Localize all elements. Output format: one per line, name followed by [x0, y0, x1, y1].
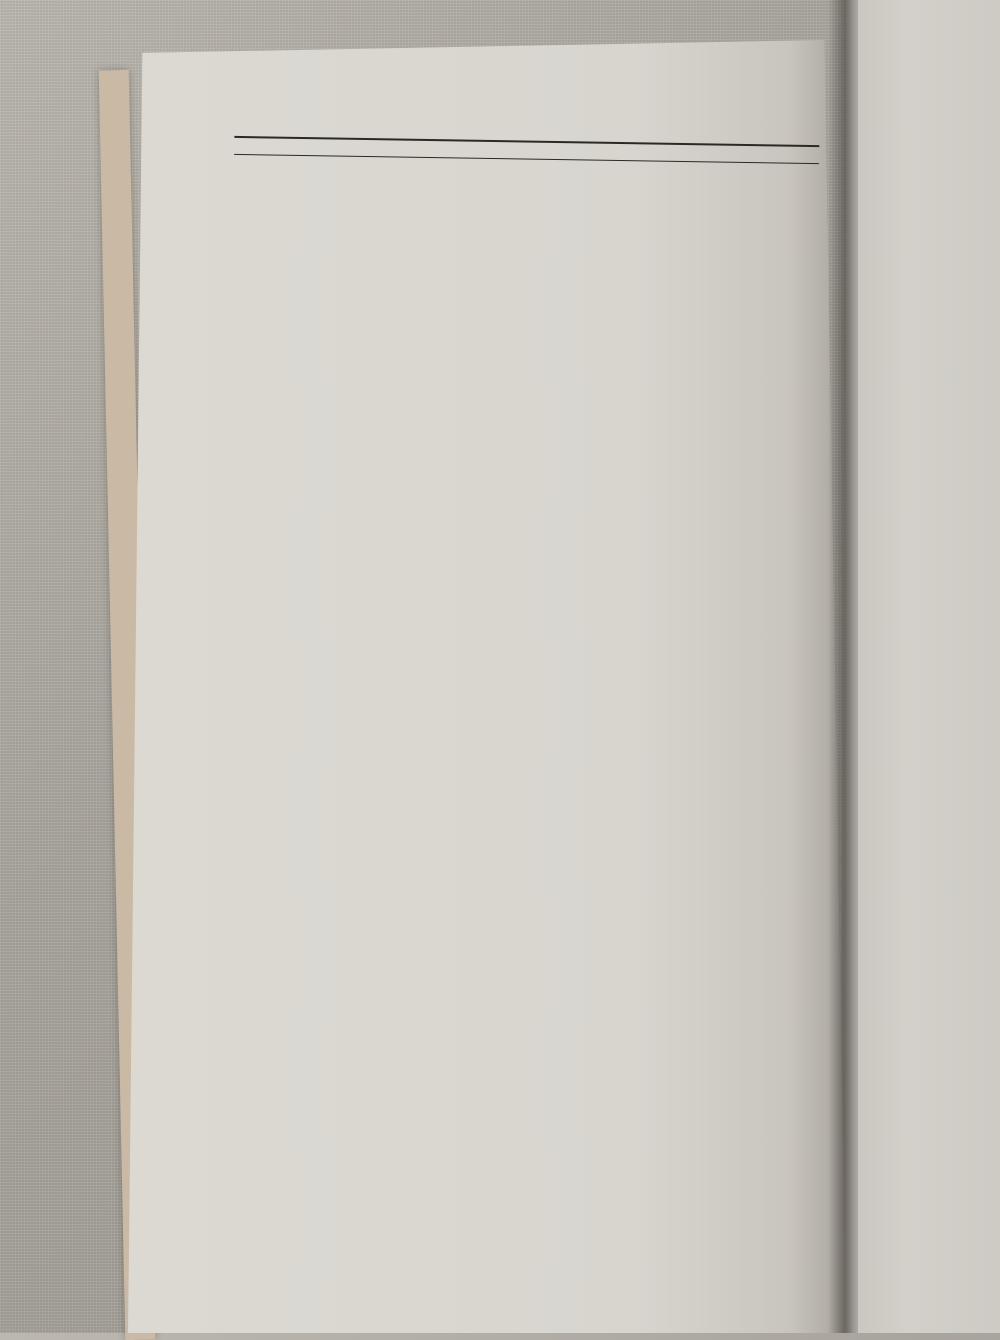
paragraph — [200, 385, 480, 389]
paragraph — [521, 375, 801, 379]
section-title — [233, 106, 833, 115]
facing-page — [840, 0, 1000, 1333]
paragraph — [521, 375, 801, 379]
right-column — [506, 375, 801, 1329]
paragraph — [521, 375, 801, 379]
section-rule-bottom — [234, 154, 819, 164]
paragraph — [200, 385, 480, 389]
paragraph — [521, 375, 801, 379]
left-column — [186, 385, 481, 1319]
section-rule-top — [234, 136, 819, 147]
paragraph — [521, 375, 801, 379]
paragraph — [521, 375, 801, 379]
page-content — [146, 95, 825, 1325]
epigraph-text — [434, 314, 814, 320]
paragraph — [521, 375, 801, 379]
book-gutter-shadow — [828, 0, 858, 1333]
paragraph — [200, 385, 480, 389]
paragraph — [200, 385, 480, 389]
